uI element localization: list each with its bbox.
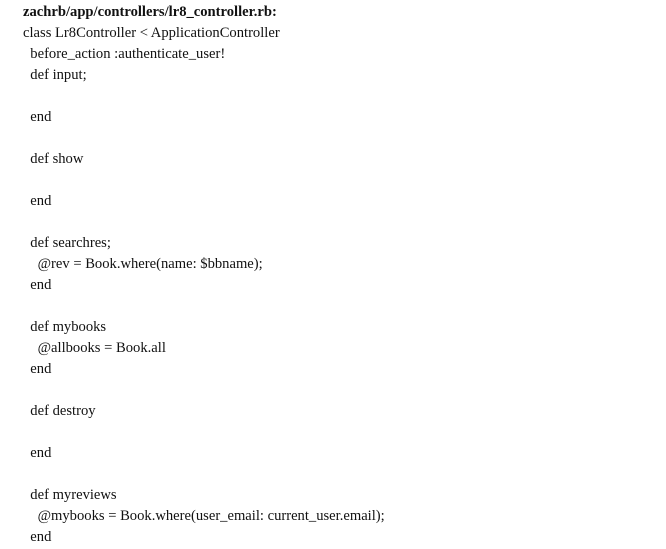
code-line <box>23 170 385 191</box>
code-line: end <box>23 277 52 293</box>
code-line <box>23 380 385 401</box>
code-line <box>23 128 385 149</box>
code-line: def mybooks <box>23 319 107 335</box>
code-line: end <box>23 361 52 377</box>
code-line <box>23 296 385 317</box>
code-line: def destroy <box>23 403 96 419</box>
code-line: end <box>23 193 52 209</box>
code-line: @rev = Book.where(name: $bbname); <box>23 256 263 272</box>
code-line <box>23 464 385 485</box>
code-line <box>23 422 385 443</box>
code-line: @allbooks = Book.all <box>23 340 166 356</box>
code-line: end <box>23 529 52 545</box>
code-line <box>23 212 385 233</box>
code-line: class Lr8Controller < ApplicationController <box>23 25 280 41</box>
code-line <box>23 86 385 107</box>
code-line: @mybooks = Book.where(user_email: current_user.email); <box>23 508 385 524</box>
code-line: def input; <box>23 67 87 83</box>
code-line: end <box>23 445 52 461</box>
code-line: end <box>23 109 52 125</box>
code-line: def show <box>23 151 84 167</box>
code-line: before_action :authenticate_user! <box>23 46 226 62</box>
code-line: def myreviews <box>23 487 117 503</box>
code-line: def searchres; <box>23 235 111 251</box>
code-block <box>23 23 385 548</box>
code-document <box>23 2 385 548</box>
file-path-heading: zachrb/app/controllers/lr8_controller.rb: <box>23 4 277 20</box>
